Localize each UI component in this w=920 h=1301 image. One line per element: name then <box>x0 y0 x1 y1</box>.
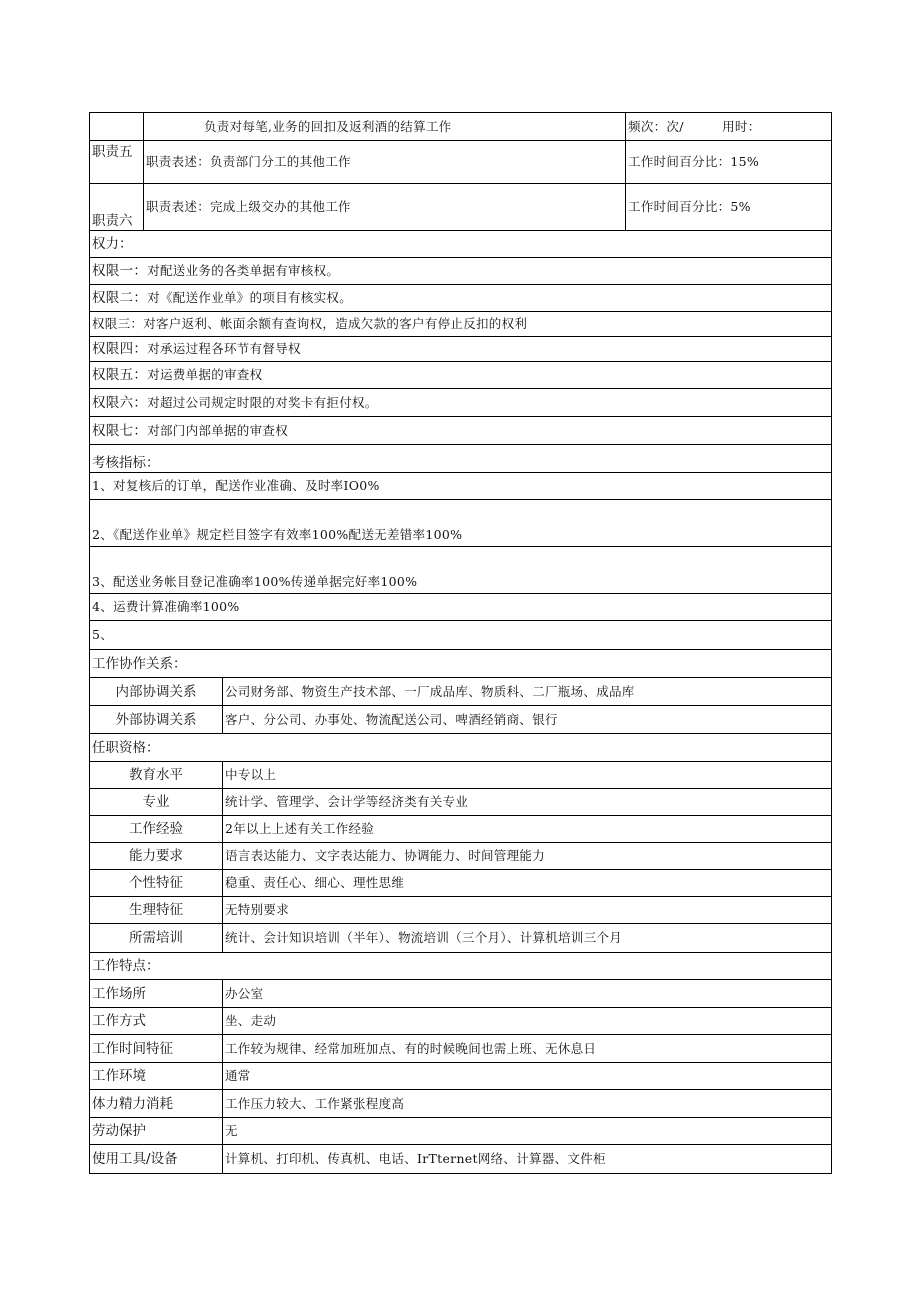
qualification-value: 稳重、责任心、细心、理性思维 <box>223 870 832 897</box>
qualification-label: 专业 <box>90 789 223 816</box>
authority-item <box>90 417 832 445</box>
feature-value: 无 <box>223 1118 832 1145</box>
authority-item <box>90 337 832 362</box>
qualification-row <box>90 789 832 816</box>
authority-item <box>90 312 832 337</box>
features-heading: 工作特点： <box>90 953 832 980</box>
kpi-text: 1、对复核后的订单，配送作业准确、及时率IO0% <box>90 473 832 500</box>
kpi-item <box>90 473 832 500</box>
qualification-label: 能力要求 <box>90 843 223 870</box>
authority-text: 对部门内部单据的审查权 <box>147 422 289 438</box>
qualification-row <box>90 816 832 843</box>
job-description-sheet <box>89 112 831 1174</box>
features-heading-row <box>90 953 832 980</box>
cooperation-heading-row <box>90 650 832 678</box>
feature-value: 计算机、打印机、传真机、电话、IrTternet网络、计算器、文件柜 <box>223 1145 832 1174</box>
duty-label-empty <box>90 113 144 141</box>
authority-item <box>90 258 832 285</box>
feature-label: 体力精力消耗 <box>90 1090 223 1118</box>
qualification-label: 个性特征 <box>90 870 223 897</box>
authority-label: 权限六： <box>92 394 148 411</box>
feature-label: 劳动保护 <box>90 1118 223 1145</box>
qualification-label: 生理特征 <box>90 897 223 924</box>
feature-value: 工作较为规律、经常加班加点、有的时候晚间也需上班、无休息日 <box>223 1035 832 1063</box>
authority-text: 对承运过程各环节有督导权 <box>147 341 301 356</box>
qualification-value: 无特别要求 <box>223 897 832 924</box>
feature-row <box>90 1063 832 1090</box>
feature-label: 工作方式 <box>90 1008 223 1035</box>
qualification-heading-row <box>90 734 832 762</box>
feature-value: 工作压力较大、工作紧张程度高 <box>223 1090 832 1118</box>
kpi-text: 3、配送业务帐目登记准确率100%传递单据完好率100% <box>90 547 832 594</box>
feature-row <box>90 1008 832 1035</box>
kpi-item <box>90 621 832 650</box>
external-coordination-label: 外部协调关系 <box>90 706 223 734</box>
authority-label: 权限四： <box>92 341 148 357</box>
feature-label: 工作场所 <box>90 980 223 1008</box>
external-coordination-row <box>90 706 832 734</box>
duty6-row <box>90 184 832 231</box>
qualification-value: 统计、会计知识培训（半年）、物流培训（三个月）、计算机培训三个月 <box>223 924 832 953</box>
authority-label: 权限二： <box>92 290 148 306</box>
kpi-heading: 考核指标： <box>90 445 832 473</box>
qualification-row <box>90 870 832 897</box>
qualification-value: 中专以上 <box>223 762 832 789</box>
feature-row <box>90 1035 832 1063</box>
authority-label: 权限五： <box>92 367 148 383</box>
internal-coordination-row <box>90 678 832 706</box>
kpi-item <box>90 500 832 547</box>
internal-coordination-value: 公司财务部、物资生产技术部、一厂成品库、物质科、二厂瓶场、成品库 <box>223 678 832 706</box>
qualification-heading: 任职资格： <box>90 734 832 762</box>
duty-frequency: 频次：次/ 用时： <box>626 113 832 141</box>
qualification-value: 统计学、管理学、会计学等经济类有关专业 <box>223 789 832 816</box>
authority-text: 对运费单据的审查权 <box>147 367 263 382</box>
authority-item <box>90 285 832 312</box>
qualification-label: 工作经验 <box>90 816 223 843</box>
qualification-row <box>90 762 832 789</box>
feature-value: 办公室 <box>223 980 832 1008</box>
feature-label: 使用工具/设备 <box>90 1145 223 1174</box>
feature-row <box>90 980 832 1008</box>
duty6-percentage: 工作时间百分比：5% <box>626 184 832 231</box>
qualification-label: 所需培训 <box>90 924 223 953</box>
feature-label: 工作时间特征 <box>90 1035 223 1063</box>
kpi-item <box>90 547 832 594</box>
external-coordination-value: 客户、分公司、办事处、物流配送公司、啤酒经销商、银行 <box>223 706 832 734</box>
kpi-heading-row <box>90 445 832 473</box>
duty5-row <box>90 141 832 184</box>
qualification-row <box>90 897 832 924</box>
qualification-row <box>90 843 832 870</box>
duty5-label: 职责五 <box>90 141 144 184</box>
qualification-value: 2年以上上述有关工作经验 <box>223 816 832 843</box>
authority-heading: 权力： <box>90 231 832 258</box>
cooperation-heading: 工作协作关系： <box>90 650 832 678</box>
feature-label: 工作环境 <box>90 1063 223 1090</box>
duty5-percentage: 工作时间百分比：15% <box>626 141 832 184</box>
feature-value: 通常 <box>223 1063 832 1090</box>
duty5-description: 职责表述：负责部门分工的其他工作 <box>144 141 626 184</box>
qualification-value: 语言表达能力、文字表达能力、协调能力、时间管理能力 <box>223 843 832 870</box>
authority-item <box>90 362 832 389</box>
authority-text: 对客户返利、帐面余额有查询权，造成欠款的客户有停止反扣的权利 <box>143 316 528 331</box>
duty-row-top <box>90 113 832 141</box>
authority-text: 对《配送作业单》的项目有核实权。 <box>147 290 353 305</box>
authority-heading-row <box>90 231 832 258</box>
qualification-label: 教育水平 <box>90 762 223 789</box>
authority-text: 对配送业务的各类单据有审核权。 <box>147 263 340 278</box>
kpi-item <box>90 594 832 621</box>
duty6-description: 职责表述：完成上级交办的其他工作 <box>144 184 626 231</box>
feature-row <box>90 1090 832 1118</box>
feature-row <box>90 1118 832 1145</box>
feature-value: 坐、走动 <box>223 1008 832 1035</box>
job-description-table <box>89 112 832 1174</box>
authority-label: 权限一： <box>92 263 148 279</box>
authority-text: 对超过公司规定时限的对奖卡有拒付权。 <box>147 394 378 410</box>
qualification-row <box>90 924 832 953</box>
internal-coordination-label: 内部协调关系 <box>90 678 223 706</box>
authority-item <box>90 389 832 417</box>
duty6-label: 职责六 <box>90 184 144 231</box>
kpi-text: 2、《配送作业单》规定栏目签字有效率100%配送无差错率100% <box>90 500 832 547</box>
authority-label: 权限七： <box>92 422 148 439</box>
kpi-text: 5、 <box>90 621 832 650</box>
authority-label: 权限三： <box>92 316 144 331</box>
kpi-text: 4、运费计算准确率100% <box>90 594 832 621</box>
feature-row <box>90 1145 832 1174</box>
duty-content: 负责对每笔,业务的回扣及返利酒的结算工作 <box>144 113 626 141</box>
